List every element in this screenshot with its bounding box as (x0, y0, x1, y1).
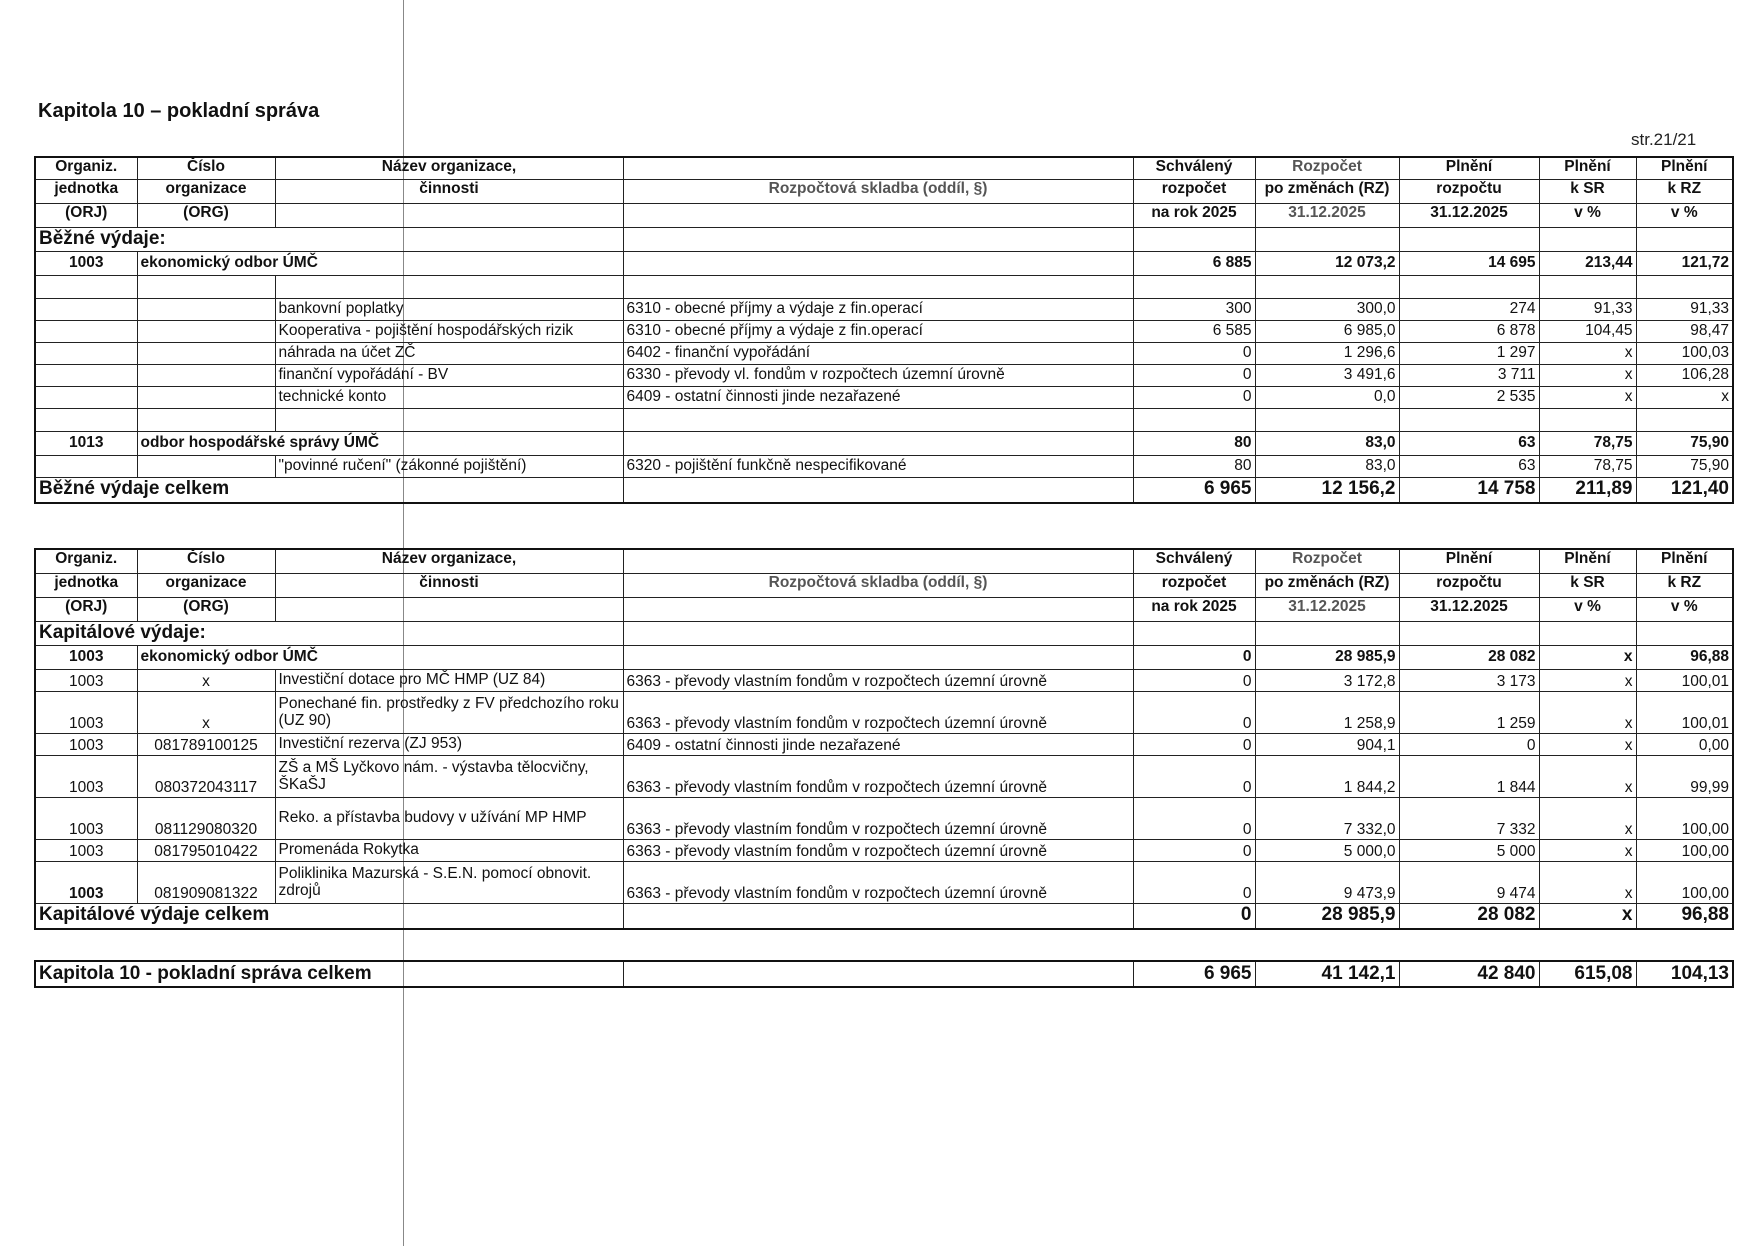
pct-of-approved: x (1539, 342, 1636, 364)
pct-of-revised: 100,03 (1636, 342, 1733, 364)
capital-items (35, 669, 1733, 903)
fulfilment: 0 (1399, 733, 1539, 755)
revised-budget: 12 156,2 (1255, 477, 1399, 503)
pct-of-approved: x (1539, 733, 1636, 755)
pct-of-approved: 91,33 (1539, 298, 1636, 320)
item-name: finanční vypořádání - BV (275, 364, 623, 386)
approved-budget: 0 (1133, 386, 1255, 408)
revised-budget: 1 296,6 (1255, 342, 1399, 364)
revised-budget: 0,0 (1255, 386, 1399, 408)
pct-of-approved: 213,44 (1539, 251, 1636, 275)
orj-code: 1013 (35, 431, 137, 455)
empty-cell (1636, 408, 1733, 431)
empty-cell (35, 455, 137, 477)
pct-of-revised: 104,13 (1636, 961, 1733, 987)
header-name-2: činnosti (275, 179, 623, 203)
empty-cell (1539, 227, 1636, 251)
empty-cell (35, 408, 137, 431)
empty-cell (623, 251, 1133, 275)
header-plneni-2: rozpočtu (1399, 179, 1539, 203)
header-rz-2: po změnách (RZ) (1255, 179, 1399, 203)
pct-of-revised: 106,28 (1636, 364, 1733, 386)
orj-code: 1003 (35, 645, 137, 669)
header-krz-3: v % (1636, 203, 1733, 227)
empty-cell (1636, 621, 1733, 645)
page-number: str.21/21 (1631, 130, 1697, 149)
item-name: náhrada na účet ZČ (275, 342, 623, 364)
pct-of-approved: x (1539, 755, 1636, 797)
approved-budget: 0 (1133, 861, 1255, 903)
fulfilment: 42 840 (1399, 961, 1539, 987)
empty-cell (1399, 275, 1539, 298)
header-rz-2: po změnách (RZ) (1255, 573, 1399, 597)
pct-of-revised: 96,88 (1636, 903, 1733, 929)
revised-budget: 83,0 (1255, 431, 1399, 455)
table-row (35, 298, 1733, 320)
header-orj-2: jednotka (35, 179, 137, 203)
item-name: Ponechané fin. prostředky z FV předchozího roku (UZ 90) (275, 691, 623, 733)
budget-classification: 6363 - převody vlastním fondům v rozpočtech územní úrovně (623, 691, 1133, 733)
approved-budget: 80 (1133, 431, 1255, 455)
pct-of-approved: x (1539, 386, 1636, 408)
item-name: Kooperativa - pojištění hospodářských rizik (275, 320, 623, 342)
pct-of-approved: 78,75 (1539, 431, 1636, 455)
empty-cell (1636, 227, 1733, 251)
empty-cell (1133, 275, 1255, 298)
empty-cell (275, 408, 623, 431)
item-name: ZŠ a MŠ Lyčkovo nám. - výstavba tělocvičny, ŠKaŠJ (275, 755, 623, 797)
header-krz: Plnění (1636, 549, 1733, 573)
empty-cell (623, 621, 1133, 645)
revised-budget: 3 491,6 (1255, 364, 1399, 386)
pct-of-revised: 100,00 (1636, 861, 1733, 903)
pct-of-revised: 121,72 (1636, 251, 1733, 275)
empty-cell (1133, 227, 1255, 251)
header-rz: Rozpočet (1255, 549, 1399, 573)
revised-budget: 7 332,0 (1255, 797, 1399, 839)
grand-total-label: Kapitola 10 - pokladní správa celkem (35, 961, 623, 987)
approved-budget: 0 (1133, 364, 1255, 386)
orj-code: 1003 (35, 861, 137, 903)
pct-of-approved: x (1539, 645, 1636, 669)
approved-budget: 6 965 (1133, 477, 1255, 503)
blank-row (35, 408, 1733, 431)
empty-cell (35, 386, 137, 408)
section-heading: Kapitálové výdaje: (35, 621, 623, 645)
header-krz-2: k RZ (1636, 179, 1733, 203)
empty-cell (1255, 275, 1399, 298)
organization-number: 081909081322 (137, 861, 275, 903)
header-plneni-3: 31.12.2025 (1399, 597, 1539, 621)
header-org-3: (ORG) (137, 597, 275, 621)
header-row (35, 597, 1733, 621)
header-ksr: Plnění (1539, 157, 1636, 179)
header-name-2: činnosti (275, 573, 623, 597)
approved-budget: 0 (1133, 903, 1255, 929)
revised-budget: 9 473,9 (1255, 861, 1399, 903)
approved-budget: 6 885 (1133, 251, 1255, 275)
header-plneni: Plnění (1399, 549, 1539, 573)
empty-cell (1255, 408, 1399, 431)
revised-budget: 12 073,2 (1255, 251, 1399, 275)
pct-of-revised: x (1636, 386, 1733, 408)
empty-cell (623, 903, 1133, 929)
budget-classification: 6363 - převody vlastním fondům v rozpočtech územní úrovně (623, 669, 1133, 691)
revised-budget: 28 985,9 (1255, 645, 1399, 669)
header-plneni-2: rozpočtu (1399, 573, 1539, 597)
empty-cell (137, 364, 275, 386)
approved-budget: 0 (1133, 342, 1255, 364)
header-org: Číslo (137, 157, 275, 179)
header-krz: Plnění (1636, 157, 1733, 179)
header-orj: Organiz. (35, 157, 137, 179)
fulfilment: 63 (1399, 455, 1539, 477)
approved-budget: 0 (1133, 669, 1255, 691)
table-row (35, 861, 1733, 903)
revised-budget: 1 258,9 (1255, 691, 1399, 733)
header-skladba-3 (623, 597, 1133, 621)
item-name: technické konto (275, 386, 623, 408)
fulfilment: 1 844 (1399, 755, 1539, 797)
empty-cell (35, 320, 137, 342)
total-label: Běžné výdaje celkem (35, 477, 623, 503)
approved-budget: 6 965 (1133, 961, 1255, 987)
budget-classification: 6363 - převody vlastním fondům v rozpočtech územní úrovně (623, 861, 1133, 903)
orj-summary-row (35, 645, 1733, 669)
blank-row (35, 275, 1733, 298)
header-skladba-3 (623, 203, 1133, 227)
fulfilment: 28 082 (1399, 903, 1539, 929)
header-name: Název organizace, (275, 157, 623, 179)
organization-number: 081795010422 (137, 839, 275, 861)
pct-of-revised: 0,00 (1636, 733, 1733, 755)
orj-code: 1003 (35, 691, 137, 733)
fulfilment: 14 758 (1399, 477, 1539, 503)
pct-of-approved: 615,08 (1539, 961, 1636, 987)
empty-cell (1399, 621, 1539, 645)
item-name: Investiční dotace pro MČ HMP (UZ 84) (275, 669, 623, 691)
fulfilment: 63 (1399, 431, 1539, 455)
pct-of-revised: 100,00 (1636, 839, 1733, 861)
pct-of-revised: 100,00 (1636, 797, 1733, 839)
pct-of-approved: x (1539, 691, 1636, 733)
section-heading: Běžné výdaje: (35, 227, 623, 251)
table-row (35, 320, 1733, 342)
section-total-row (35, 477, 1733, 503)
header-row (35, 179, 1733, 203)
budget-classification: 6409 - ostatní činnosti jinde nezařazené (623, 386, 1133, 408)
empty-cell (35, 342, 137, 364)
orj-name: odbor hospodářské správy ÚMČ (137, 431, 623, 455)
orj-code: 1003 (35, 733, 137, 755)
header-org-2: organizace (137, 179, 275, 203)
pct-of-revised: 91,33 (1636, 298, 1733, 320)
header-sr-3: na rok 2025 (1133, 203, 1255, 227)
empty-cell (623, 275, 1133, 298)
table-row (35, 755, 1733, 797)
approved-budget: 80 (1133, 455, 1255, 477)
empty-cell (137, 320, 275, 342)
orj-summary-row (35, 251, 1733, 275)
header-orj: Organiz. (35, 549, 137, 573)
fulfilment: 6 878 (1399, 320, 1539, 342)
capital-expenditure-table (34, 548, 1734, 930)
fulfilment: 9 474 (1399, 861, 1539, 903)
header-sr: Schválený (1133, 157, 1255, 179)
revised-budget: 83,0 (1255, 455, 1399, 477)
header-row (35, 573, 1733, 597)
fulfilment: 14 695 (1399, 251, 1539, 275)
budget-classification: 6402 - finanční vypořádání (623, 342, 1133, 364)
revised-budget: 5 000,0 (1255, 839, 1399, 861)
chapter-title: Kapitola 10 – pokladní správa (38, 100, 320, 122)
header-name-3 (275, 597, 623, 621)
empty-cell (35, 275, 137, 298)
header-krz-3: v % (1636, 597, 1733, 621)
fulfilment: 1 297 (1399, 342, 1539, 364)
approved-budget: 0 (1133, 755, 1255, 797)
pct-of-approved: x (1539, 861, 1636, 903)
table-row (35, 733, 1733, 755)
budget-classification: 6310 - obecné příjmy a výdaje z fin.operací (623, 320, 1133, 342)
pct-of-revised: 75,90 (1636, 455, 1733, 477)
approved-budget: 6 585 (1133, 320, 1255, 342)
header-rz-3: 31.12.2025 (1255, 203, 1399, 227)
grand-total-row (35, 961, 1733, 987)
orj-code: 1003 (35, 755, 137, 797)
empty-cell (1539, 408, 1636, 431)
empty-cell (1399, 408, 1539, 431)
pct-of-revised: 98,47 (1636, 320, 1733, 342)
header-org: Číslo (137, 549, 275, 573)
revised-budget: 28 985,9 (1255, 903, 1399, 929)
header-plneni: Plnění (1399, 157, 1539, 179)
approved-budget: 0 (1133, 797, 1255, 839)
table-row (35, 342, 1733, 364)
empty-cell (1133, 408, 1255, 431)
approved-budget: 0 (1133, 733, 1255, 755)
header-row (35, 203, 1733, 227)
orj-code: 1003 (35, 839, 137, 861)
approved-budget: 0 (1133, 645, 1255, 669)
pct-of-revised: 121,40 (1636, 477, 1733, 503)
header-ksr-3: v % (1539, 203, 1636, 227)
revised-budget: 3 172,8 (1255, 669, 1399, 691)
header-plneni-3: 31.12.2025 (1399, 203, 1539, 227)
empty-cell (35, 364, 137, 386)
budget-classification: 6409 - ostatní činnosti jinde nezařazené (623, 733, 1133, 755)
header-ksr-2: k SR (1539, 179, 1636, 203)
fulfilment: 1 259 (1399, 691, 1539, 733)
table-row (35, 691, 1733, 733)
item-name: Promenáda Rokytka (275, 839, 623, 861)
approved-budget: 300 (1133, 298, 1255, 320)
approved-budget: 0 (1133, 691, 1255, 733)
fulfilment: 5 000 (1399, 839, 1539, 861)
empty-cell (137, 386, 275, 408)
header-krz-2: k RZ (1636, 573, 1733, 597)
table-row (35, 839, 1733, 861)
orj-code: 1003 (35, 251, 137, 275)
pct-of-approved: 78,75 (1539, 455, 1636, 477)
fulfilment: 28 082 (1399, 645, 1539, 669)
orj-summary-row (35, 431, 1733, 455)
item-name: bankovní poplatky (275, 298, 623, 320)
header-orj-3: (ORJ) (35, 597, 137, 621)
header-rz-3: 31.12.2025 (1255, 597, 1399, 621)
revised-budget: 300,0 (1255, 298, 1399, 320)
header-sr-2: rozpočet (1133, 573, 1255, 597)
fulfilment: 7 332 (1399, 797, 1539, 839)
organization-number: 081129080320 (137, 797, 275, 839)
organization-number: x (137, 691, 275, 733)
empty-cell (1539, 621, 1636, 645)
empty-cell (1399, 227, 1539, 251)
total-label: Kapitálové výdaje celkem (35, 903, 623, 929)
header-skladba-label: Rozpočtová skladba (oddíl, §) (623, 179, 1133, 203)
empty-cell (35, 298, 137, 320)
header-skladba-label: Rozpočtová skladba (oddíl, §) (623, 573, 1133, 597)
empty-cell (623, 227, 1133, 251)
empty-cell (137, 342, 275, 364)
header-ksr-2: k SR (1539, 573, 1636, 597)
header-skladba (623, 157, 1133, 179)
header-name: Název organizace, (275, 549, 623, 573)
empty-cell (137, 408, 275, 431)
header-orj-3: (ORJ) (35, 203, 137, 227)
item-name: "povinné ručení" (zákonné pojištění) (275, 455, 623, 477)
orj-code: 1003 (35, 797, 137, 839)
pct-of-revised: 96,88 (1636, 645, 1733, 669)
budget-classification: 6320 - pojištění funkčně nespecifikované (623, 455, 1133, 477)
empty-cell (137, 298, 275, 320)
empty-cell (623, 408, 1133, 431)
header-sr: Schválený (1133, 549, 1255, 573)
header-row (35, 549, 1733, 573)
fulfilment: 274 (1399, 298, 1539, 320)
empty-cell (1636, 275, 1733, 298)
revised-budget: 904,1 (1255, 733, 1399, 755)
current-expenditure-table (34, 156, 1734, 504)
fulfilment: 3 173 (1399, 669, 1539, 691)
header-skladba (623, 549, 1133, 573)
item-name: Investiční rezerva (ZJ 953) (275, 733, 623, 755)
header-ksr-3: v % (1539, 597, 1636, 621)
pct-of-approved: x (1539, 669, 1636, 691)
header-name-3 (275, 203, 623, 227)
empty-cell (275, 275, 623, 298)
header-row (35, 157, 1733, 179)
empty-cell (137, 455, 275, 477)
empty-cell (1133, 621, 1255, 645)
grand-total-table (34, 960, 1734, 988)
orj-name: ekonomický odbor ÚMČ (137, 645, 623, 669)
budget-classification: 6363 - převody vlastním fondům v rozpočtech územní úrovně (623, 797, 1133, 839)
revised-budget: 41 142,1 (1255, 961, 1399, 987)
budget-classification: 6363 - převody vlastním fondům v rozpočtech územní úrovně (623, 839, 1133, 861)
header-org-2: organizace (137, 573, 275, 597)
budget-classification: 6310 - obecné příjmy a výdaje z fin.operací (623, 298, 1133, 320)
empty-cell (623, 961, 1133, 987)
pct-of-approved: x (1539, 797, 1636, 839)
pct-of-approved: 211,89 (1539, 477, 1636, 503)
pct-of-approved: x (1539, 903, 1636, 929)
pct-of-approved: 104,45 (1539, 320, 1636, 342)
header-sr-2: rozpočet (1133, 179, 1255, 203)
item-name: Poliklinika Mazurská - S.E.N. pomocí obnovit. zdrojů (275, 861, 623, 903)
pct-of-approved: x (1539, 364, 1636, 386)
budget-classification: 6363 - převody vlastním fondům v rozpočtech územní úrovně (623, 755, 1133, 797)
section-heading-row (35, 227, 1733, 251)
header-org-3: (ORG) (137, 203, 275, 227)
empty-cell (623, 645, 1133, 669)
pct-of-revised: 99,99 (1636, 755, 1733, 797)
fulfilment: 3 711 (1399, 364, 1539, 386)
header-ksr: Plnění (1539, 549, 1636, 573)
empty-cell (137, 275, 275, 298)
organization-number: 080372043117 (137, 755, 275, 797)
pct-of-revised: 100,01 (1636, 691, 1733, 733)
table-row (35, 797, 1733, 839)
pct-of-revised: 100,01 (1636, 669, 1733, 691)
pct-of-approved: x (1539, 839, 1636, 861)
header-rz: Rozpočet (1255, 157, 1399, 179)
header-orj-2: jednotka (35, 573, 137, 597)
orj-code: 1003 (35, 669, 137, 691)
table-row (35, 364, 1733, 386)
empty-cell (1255, 227, 1399, 251)
items-1003 (35, 298, 1733, 408)
empty-cell (623, 431, 1133, 455)
empty-cell (623, 477, 1133, 503)
item-name: Reko. a přístavba budovy v užívání MP HMP (275, 797, 623, 839)
approved-budget: 0 (1133, 839, 1255, 861)
orj-name: ekonomický odbor ÚMČ (137, 251, 623, 275)
organization-number: 081789100125 (137, 733, 275, 755)
pct-of-revised: 75,90 (1636, 431, 1733, 455)
section-heading-row (35, 621, 1733, 645)
organization-number: x (137, 669, 275, 691)
section-total-row (35, 903, 1733, 929)
revised-budget: 1 844,2 (1255, 755, 1399, 797)
table-row (35, 386, 1733, 408)
table-row (35, 455, 1733, 477)
budget-classification: 6330 - převody vl. fondům v rozpočtech územní úrovně (623, 364, 1133, 386)
fulfilment: 2 535 (1399, 386, 1539, 408)
table-row (35, 669, 1733, 691)
header-sr-3: na rok 2025 (1133, 597, 1255, 621)
revised-budget: 6 985,0 (1255, 320, 1399, 342)
empty-cell (1539, 275, 1636, 298)
empty-cell (1255, 621, 1399, 645)
